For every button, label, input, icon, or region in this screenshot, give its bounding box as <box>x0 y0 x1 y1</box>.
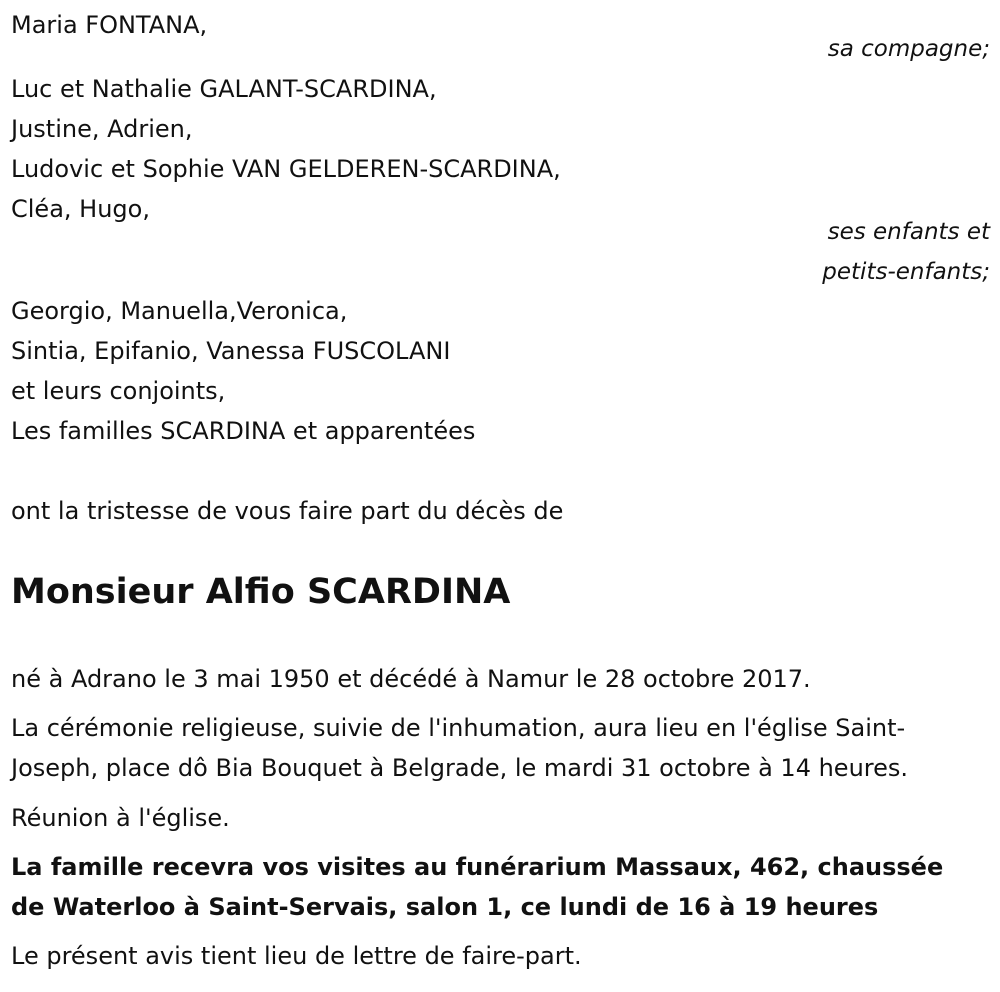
child-line-3: Ludovic et Sophie VAN GELDEREN-SCARDINA, <box>11 155 561 183</box>
visits-line-1: La famille recevra vos visites au funérarium Massaux, 462, chaussée <box>11 853 944 881</box>
partner-role: sa compagne; <box>827 36 990 62</box>
children-role-line-2: petits-enfants; <box>822 259 990 285</box>
children-role-line-1: ses enfants et <box>827 219 990 245</box>
child-line-4: Cléa, Hugo, <box>11 195 150 223</box>
ceremony-line-2: Joseph, place dô Bia Bouquet à Belgrade, le mardi 31 octobre à 14 heures. <box>11 754 909 782</box>
relative-line-1: Georgio, Manuella,Veronica, <box>11 297 348 325</box>
ceremony-line-1: La cérémonie religieuse, suivie de l'inhumation, aura lieu en l'église Saint- <box>11 714 906 742</box>
relative-line-4: Les familles SCARDINA et apparentées <box>11 417 476 445</box>
deceased-name: Monsieur Alfio SCARDINA <box>11 572 511 612</box>
child-line-2: Justine, Adrien, <box>11 115 193 143</box>
closing-text: Le présent avis tient lieu de lettre de faire-part. <box>11 942 582 970</box>
visits-line-2: de Waterloo à Saint-Servais, salon 1, ce lundi de 16 à 19 heures <box>11 893 879 921</box>
announcement-text: ont la tristesse de vous faire part du décès de <box>11 497 564 525</box>
relative-line-2: Sintia, Epifanio, Vanessa FUSCOLANI <box>11 337 451 365</box>
relative-line-3: et leurs conjoints, <box>11 377 226 405</box>
meeting-text: Réunion à l'église. <box>11 804 230 832</box>
child-line-1: Luc et Nathalie GALANT-SCARDINA, <box>11 75 437 103</box>
birth-death-text: né à Adrano le 3 mai 1950 et décédé à Namur le 28 octobre 2017. <box>11 665 811 693</box>
partner-name: Maria FONTANA, <box>11 11 208 39</box>
